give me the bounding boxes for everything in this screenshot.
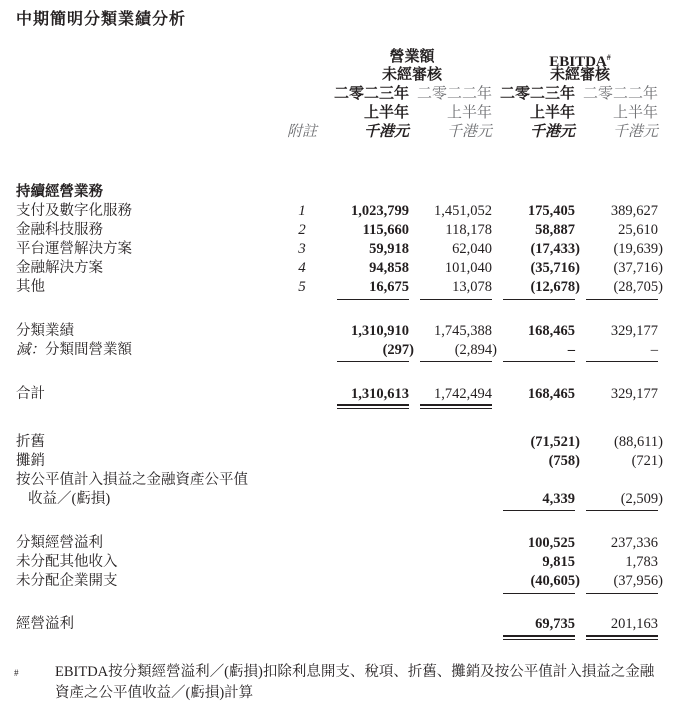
ebitda-2023: (71,521) (530, 434, 580, 450)
row-label: 其他 (16, 279, 45, 295)
ebitda-2023: 100,525 (527, 535, 575, 551)
ebitda-2022: (19,639) (613, 241, 663, 257)
row-label: 未分配其他收入 (16, 554, 118, 570)
ebitda-2022: (28,705) (613, 279, 663, 295)
page-title: 中期簡明分類業績分析 (16, 9, 187, 28)
row-label: 減：分類間營業額 (16, 342, 132, 358)
total-double-rule (420, 404, 492, 409)
row-label: 經營溢利 (16, 616, 74, 632)
row-note: 3 (298, 241, 306, 257)
subtotal-rule (586, 593, 658, 594)
subtotal-rule (337, 299, 409, 300)
rev-2022: 1,451,052 (434, 203, 492, 219)
ebitda-2023: 175,405 (527, 203, 575, 219)
row-label: 金融解決方案 (16, 260, 103, 276)
rev-2023: 16,675 (369, 279, 409, 295)
rev-2022: 101,040 (444, 260, 492, 276)
ebitda-2022: 329,177 (610, 386, 658, 402)
rev-2022: (2,894) (454, 342, 497, 358)
ebitda-2022: 389,627 (610, 203, 658, 219)
ebitda-2022: (721) (631, 453, 663, 469)
ebitda-2023: 9,815 (542, 554, 575, 570)
section-continuing-ops: 持續經營業務 (16, 184, 103, 200)
ebitda-2022: (37,956) (613, 573, 663, 589)
ebitda-cur-unit: 千港元 (529, 124, 575, 140)
ebitda-prev-period: 上半年 (612, 105, 658, 121)
revenue-cur-unit: 千港元 (363, 124, 409, 140)
rev-2022: 1,745,388 (434, 323, 492, 339)
ebitda-2023: 4,339 (542, 491, 575, 507)
rev-2023: 1,310,613 (351, 386, 409, 402)
ebitda-2022: (88,611) (614, 434, 663, 450)
revenue-prev-year: 二零二二年 (416, 86, 492, 102)
ebitda-2023: 58,887 (535, 222, 575, 238)
subtotal-rule (337, 361, 409, 362)
ebitda-2023: 69,735 (535, 616, 575, 632)
ebitda-audit-label: 未經審核 (549, 67, 610, 83)
revenue-title: 營業額 (389, 49, 435, 65)
rev-2023: 1,310,910 (351, 323, 409, 339)
row-label: 平台運營解決方案 (16, 241, 132, 257)
ebitda-2022: 25,610 (618, 222, 658, 238)
rev-2022: 118,178 (445, 222, 492, 238)
ebitda-2022: 201,163 (610, 616, 658, 632)
ebitda-footnote-mark: # (606, 53, 611, 62)
total-double-rule (337, 404, 409, 409)
row-label-line2: 收益／(虧損) (28, 491, 111, 507)
ebitda-2022: 237,336 (610, 535, 658, 551)
subtotal-rule (586, 361, 658, 362)
ebitda-cur-year: 二零二三年 (499, 86, 575, 102)
subtotal-rule (586, 299, 658, 300)
revenue-audit-label: 未經審核 (381, 67, 442, 83)
ebitda-2022: 1,783 (625, 554, 658, 570)
rev-2022: 1,742,494 (434, 386, 492, 402)
ebitda-cur-period: 上半年 (529, 105, 575, 121)
less-prefix: 減： (16, 342, 45, 358)
row-label: 未分配企業開支 (16, 573, 118, 589)
ebitda-2023: (17,433) (530, 241, 580, 257)
row-label-line1: 按公平值計入損益之金融資產公平值 (16, 472, 248, 488)
rev-2023: 115,660 (362, 222, 409, 238)
total-double-rule (586, 635, 658, 640)
ebitda-2022: (2,509) (620, 491, 663, 507)
ebitda-prev-unit: 千港元 (612, 124, 658, 140)
ebitda-2023: – (567, 342, 575, 358)
ebitda-2022: 329,177 (610, 323, 658, 339)
footnote-mark: # (14, 668, 19, 678)
rev-2022: 62,040 (452, 241, 492, 257)
rev-2023: 94,858 (369, 260, 409, 276)
rev-2022: 13,078 (452, 279, 492, 295)
note-column-header: 附註 (286, 124, 317, 140)
rev-2023: (297) (382, 342, 414, 358)
subtotal-rule (586, 510, 658, 511)
ebitda-2022: – (650, 342, 658, 358)
row-label: 攤銷 (16, 453, 45, 469)
ebitda-2022: (37,716) (613, 260, 663, 276)
row-label: 金融科技服務 (16, 222, 103, 238)
revenue-prev-unit: 千港元 (446, 124, 492, 140)
rev-2023: 59,918 (369, 241, 409, 257)
ebitda-2023: (758) (548, 453, 580, 469)
row-label: 折舊 (16, 434, 45, 450)
total-double-rule (503, 635, 575, 640)
ebitda-title: EBITDA# (549, 53, 611, 70)
row-label: 支付及數字化服務 (16, 203, 132, 219)
ebitda-2023: 168,465 (527, 323, 575, 339)
row-note: 4 (298, 260, 306, 276)
subtotal-rule (420, 361, 492, 362)
subtotal-rule (420, 299, 492, 300)
row-label: 合計 (16, 386, 45, 402)
ebitda-prev-year: 二零二二年 (582, 86, 658, 102)
revenue-cur-year: 二零二三年 (333, 86, 409, 102)
revenue-cur-period: 上半年 (363, 105, 409, 121)
rev-2023: 1,023,799 (351, 203, 409, 219)
ebitda-2023: (40,605) (530, 573, 580, 589)
row-label: 分類業績 (16, 323, 74, 339)
subtotal-rule (503, 510, 575, 511)
ebitda-2023: (12,678) (530, 279, 580, 295)
subtotal-rule (503, 299, 575, 300)
row-note: 1 (298, 203, 306, 219)
footnote-text: EBITDA按分類經營溢利／(虧損)扣除利息開支、稅項、折舊、攤銷及按公平值計入損益之金融資產之公平值收益／(虧損)計算 (55, 664, 655, 701)
row-label: 分類經營溢利 (16, 535, 103, 551)
subtotal-rule (503, 593, 575, 594)
ebitda-2023: 168,465 (527, 386, 575, 402)
subtotal-rule (503, 361, 575, 362)
row-note: 5 (298, 279, 306, 295)
row-note: 2 (298, 222, 306, 238)
revenue-prev-period: 上半年 (446, 105, 492, 121)
ebitda-2023: (35,716) (530, 260, 580, 276)
